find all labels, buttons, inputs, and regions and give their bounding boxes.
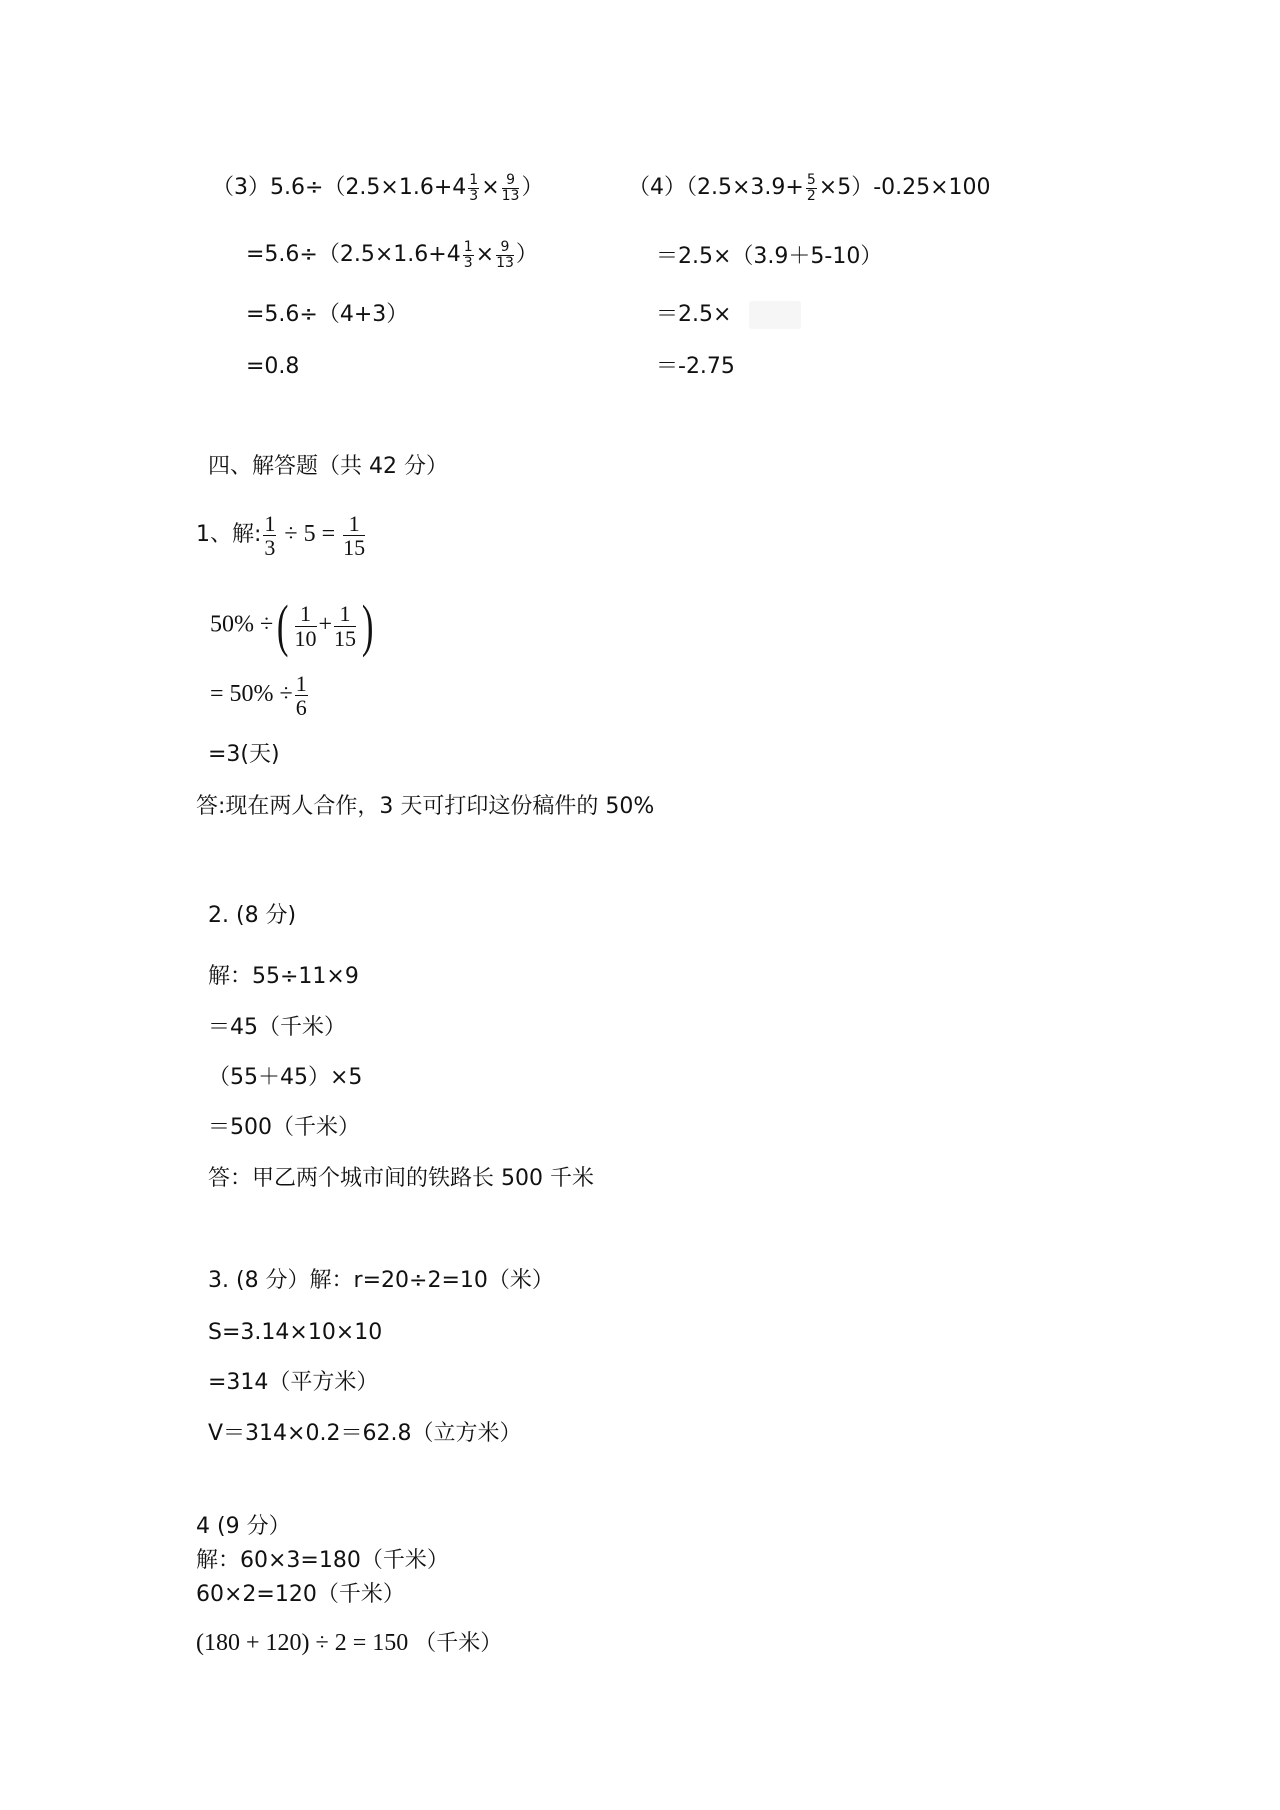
fraction: $\frac{9}{13}$ <box>501 172 520 204</box>
calc-3-problem: （3）5.6÷（2.5×1.6+4 $\frac{1}{3}$ × $\frac{9}{13}$ ） <box>212 172 544 204</box>
q2-step-3: （55＋45）×5 <box>208 1065 363 1090</box>
right-paren: ) <box>361 593 374 658</box>
q2-title: 2. (8 分) <box>208 903 297 928</box>
q3-step-3: V＝314×0.2＝62.8（立方米） <box>208 1421 522 1446</box>
q3-step-2: =314（平方米） <box>208 1370 379 1395</box>
left-paren: ( <box>277 593 289 658</box>
q3-step-1: S=3.14×10×10 <box>208 1320 383 1345</box>
fraction: $\frac{1}{3}$ <box>469 172 479 204</box>
q2-answer: 答：甲乙两个城市间的铁路长 500 千米 <box>208 1166 594 1191</box>
fraction: $\frac{1}{6}$ <box>295 671 307 721</box>
q4-step-2: 60×2=120（千米） <box>196 1582 405 1607</box>
calc-3-step-3: =0.8 <box>246 354 300 379</box>
fraction: $\frac{9}{13}$ <box>496 239 514 271</box>
calc-3-step-2: =5.6÷（4+3） <box>246 302 409 327</box>
calc-4-step-1: ＝2.5×（3.9＋5-10） <box>656 244 883 269</box>
fraction: $\frac{1}{3}$ <box>264 511 276 561</box>
calc-4-step-2: ＝2.5× <box>656 300 801 330</box>
fraction: $\frac{1}{3}$ <box>463 239 473 271</box>
q1-step-3: = 50% ÷ $\frac{1}{6}$ <box>210 671 307 721</box>
calc-4-step-3: ＝-2.75 <box>656 354 735 379</box>
q3-title: 3. (8 分）解：r=20÷2=10（米） <box>208 1268 554 1293</box>
faded-mark <box>749 301 801 329</box>
section-title: 四、解答题（共 42 分） <box>208 454 448 479</box>
q4-step-1: 解：60×3=180（千米） <box>196 1548 449 1573</box>
fraction: $\frac{1}{10}$ <box>294 601 317 651</box>
fraction: $\frac{1}{15}$ <box>343 511 366 561</box>
q4-title: 4 (9 分） <box>196 1514 291 1539</box>
calc-4-problem: （4）（2.5×3.9+ $\frac{5}{2}$ ×5）-0.25×100 <box>628 172 991 204</box>
q2-step-1: 解：55÷11×9 <box>208 964 359 989</box>
q2-step-4: ＝500（千米） <box>208 1115 360 1140</box>
q1-step-1: 1、解: $\frac{1}{3}$ ÷ 5 = $\frac{1}{15}$ <box>196 511 366 561</box>
q2-step-2: ＝45（千米） <box>208 1015 346 1040</box>
q1-step-4: =3(天) <box>208 742 280 767</box>
q4-step-3: (180 + 120) ÷ 2 = 150 （千米） <box>196 1630 503 1656</box>
calc-3-step-1: =5.6÷（2.5×1.6+4 $\frac{1}{3}$ × $\frac{9}{13}$ ） <box>246 239 538 271</box>
q1-step-2: 50% ÷( $\frac{1}{10}$ + $\frac{1}{15}$ ) <box>210 593 374 658</box>
fraction: $\frac{1}{15}$ <box>334 601 357 651</box>
q1-answer: 答:现在两人合作，3 天可打印这份稿件的 50% <box>196 794 655 819</box>
fraction: $\frac{5}{2}$ <box>806 172 816 204</box>
